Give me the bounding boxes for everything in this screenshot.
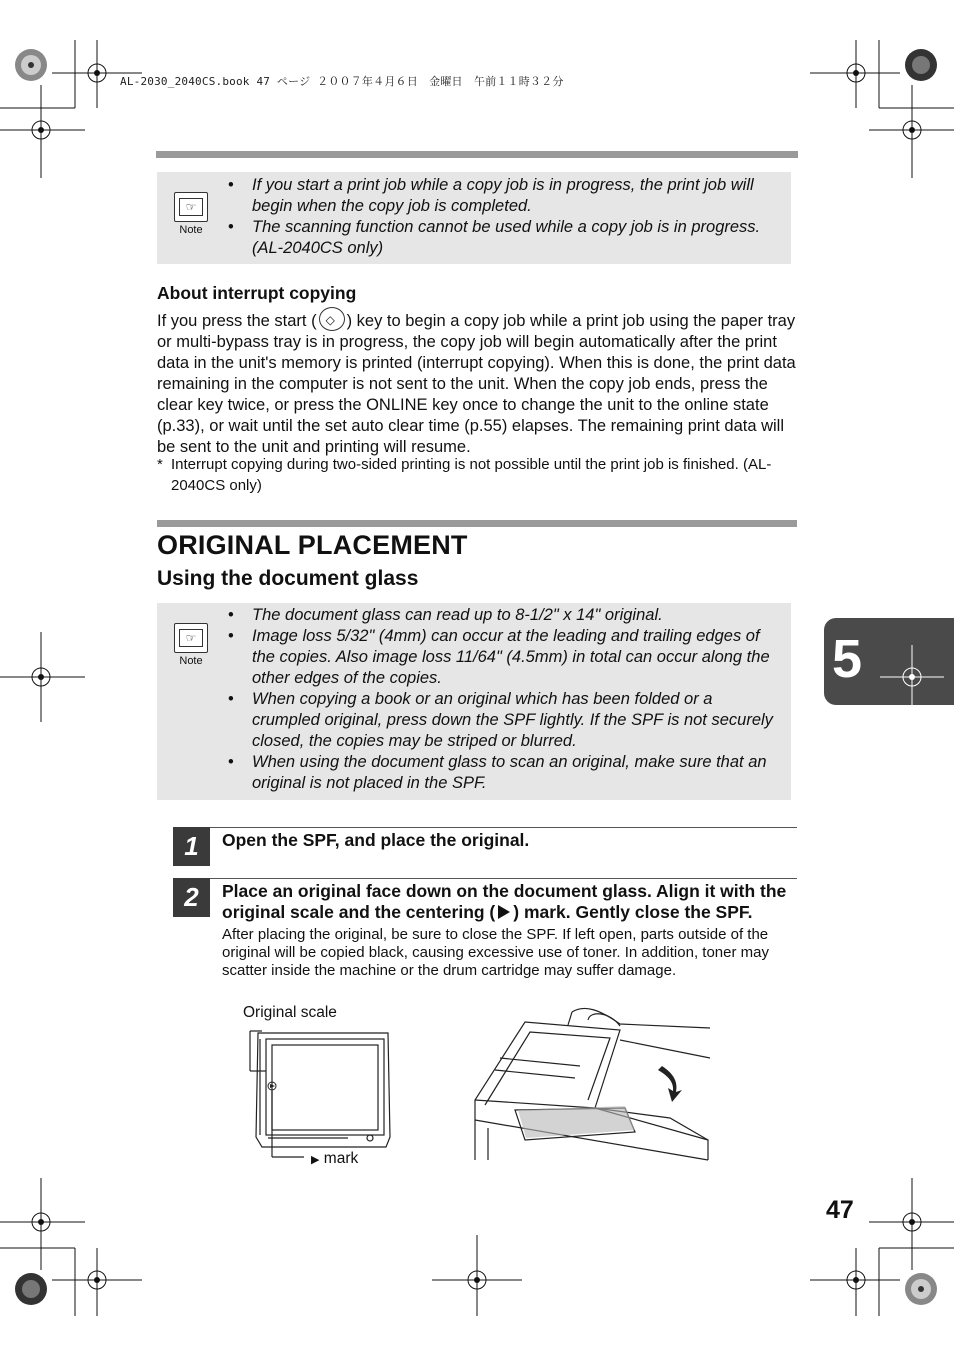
page-number: 47: [826, 1196, 854, 1224]
step-2-title: [222, 881, 798, 923]
note-label: Note: [179, 655, 203, 667]
note-item: • The document glass can read up to 8-1/2" x 14" original.: [228, 605, 784, 626]
section-rule: [157, 520, 797, 527]
step-1-rule: [173, 827, 797, 828]
top-rule: [156, 151, 798, 158]
open-spf-illustration: [470, 1000, 715, 1162]
note-item: • If you start a print job while a copy job is in progress, the print job will begin when the copy job is completed.: [228, 175, 784, 217]
note-icon: ☞: [174, 192, 208, 222]
note-list-1: [228, 175, 784, 259]
step-2-detail: After placing the original, be sure to close the SPF. If left open, parts outside of the original will be copied black, causing excessive use of toner. In addition, toner may scatter inside the machine or the drum cartridge may suffer damage.: [222, 926, 769, 979]
label-original-scale: Original scale: [243, 1004, 337, 1021]
step-2-number: 2: [173, 878, 210, 917]
step-2-rule: [173, 878, 797, 879]
mark-arrow-icon: ▶: [311, 1154, 320, 1166]
footnote: Interrupt copying during two-sided printing is not possible until the print job is finished. (AL-2040CS only): [171, 456, 772, 494]
interrupt-paragraph: [157, 307, 797, 458]
interrupt-heading: About interrupt copying: [157, 283, 357, 303]
step-2-title-b: ) mark. Gently close the SPF.: [513, 902, 753, 922]
document-glass-illustration: [248, 1025, 396, 1165]
step-1-number: 1: [173, 827, 210, 866]
note-item: • The scanning function cannot be used while a copy job is in progress. (AL-2040CS only): [228, 217, 784, 259]
section-subtitle: Using the document glass: [157, 567, 419, 590]
footnote-mark: *: [157, 456, 163, 473]
note-icon: ☞: [174, 623, 208, 653]
start-key-icon: [319, 307, 345, 331]
note-label: Note: [179, 224, 203, 236]
chapter-number: 5: [832, 629, 863, 689]
section-title: ORIGINAL PLACEMENT: [157, 530, 468, 560]
step-2-title-a: Place an original face down on the document glass. Align it with the original scale and the centering (: [222, 881, 787, 922]
file-header: AL-2030_2040CS.book 47 ページ ２００７年４月６日 金曜日 午前１１時３２分: [120, 75, 564, 88]
note-item: • Image loss 5/32" (4mm) can occur at the leading and trailing edges of the copies. Also image loss 11/64" (4.5mm) in total can occur along the other edges of the copies.: [228, 626, 784, 689]
interrupt-text-a: If you press the start (: [157, 312, 317, 330]
note-list-2: [228, 605, 784, 794]
step-1-title: Open the SPF, and place the original.: [222, 830, 530, 850]
crop-mark-tab: [880, 645, 944, 709]
note-item: • When copying a book or an original which has been folded or a crumpled original, press down the SPF lightly. If the SPF is not securely closed, the copies may be striped or blurred.: [228, 689, 784, 752]
centering-mark-icon: [498, 905, 510, 919]
note-item: • When using the document glass to scan an original, make sure that an original is not placed in the SPF.: [228, 752, 784, 794]
label-mark-text: mark: [323, 1150, 359, 1167]
interrupt-text-b: ) key to begin a copy job while a print job using the paper tray or multi-bypass tray is in progress, the copy job will begin automatically after the print data in the unit's memory is printed (interrupt copying). When this is done, the print data remaining in the computer is not sent to the unit. When the copy job ends, press the clear key twice, or press the ONLINE key once to change the unit to the online state (p.33), or wait until the set auto clear time (p.55) elapses. The remaining print data will be sent to the unit and printing will resume.: [157, 312, 796, 456]
